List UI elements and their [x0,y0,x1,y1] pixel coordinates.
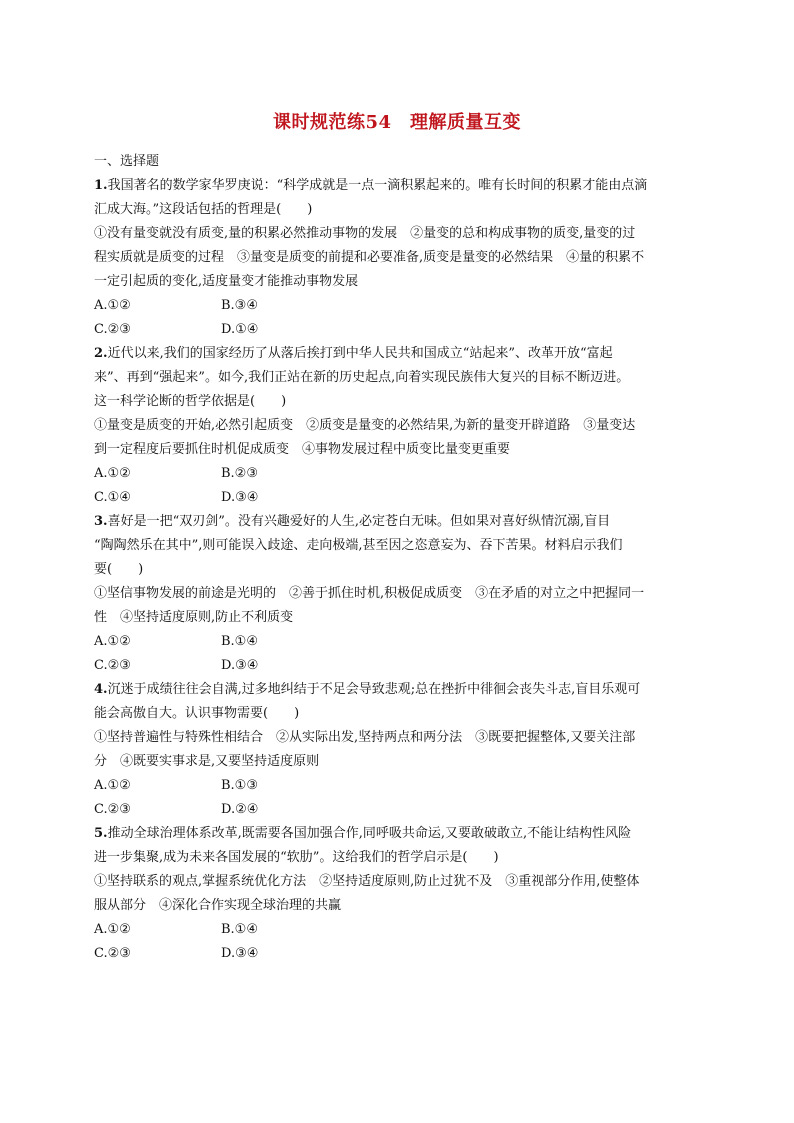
question-list [94,150,704,966]
answer-option[interactable]: C.①④ [94,490,131,505]
answer-options-row [94,798,704,822]
question-stem-line [94,198,704,222]
page-title: 课时规范练54 理解质量互变 [272,112,522,133]
question-stem-text: 要( ) [94,562,144,577]
question-number: 3. [94,514,108,529]
answer-option[interactable]: A.①② [94,634,131,649]
question-stem-text: 进一步集聚,成为未来各国发展的“软肋”。这给我们的哲学启示是( ) [94,850,499,865]
answer-option[interactable]: D.③④ [221,658,259,673]
question-stem-text: 汇成大海。”这段话包括的哲理是( ) [94,202,313,217]
answer-options-row [94,774,704,798]
answer-option[interactable]: C.②③ [94,802,131,817]
question-statement-line: 程实质就是质变的过程 ③量变是质变的前提和必要准备,质变是量变的必然结果 ④量的积累不 [94,250,645,265]
question-number: 4. [94,682,108,697]
answer-option[interactable]: C.②③ [94,322,131,337]
question-statement-line: ①坚持联系的观点,掌握系统优化方法 ②坚持适度原则,防止过犹不及 ③重视部分作用,使整体 [94,874,640,889]
question-stem-text: 我国著名的数学家华罗庚说：“科学成就是一点一滴积累起来的。唯有长时间的积累才能由点滴 [107,178,648,193]
question-number: 2. [94,346,108,361]
answer-options-row [94,942,704,966]
question-statement-line: 性 ④坚持适度原则,防止不利质变 [94,610,294,625]
answer-option[interactable]: A.①② [94,922,131,937]
question-stem-line [94,822,704,846]
question-stem-line [94,174,704,198]
answer-option[interactable]: B.①④ [221,634,258,649]
question-stem-text: 喜好是一把“双刃剑”。没有兴趣爱好的人生,必定苍白无味。但如果对喜好纵情沉溺,盲目 [107,514,611,529]
answer-options-row [94,486,704,510]
question-number: 1. [94,178,108,193]
answer-options-row [94,918,704,942]
answer-options-row [94,318,704,342]
question-3 [94,510,704,678]
answer-option[interactable]: B.③④ [221,298,258,313]
answer-options-row [94,462,704,486]
question-stem-line [94,702,704,726]
answer-option[interactable]: C.②③ [94,658,131,673]
question-1 [94,174,704,342]
question-statement-line: 一定引起质的变化,适度量变才能推动事物发展 [94,274,359,289]
question-statement-line: ①坚信事物发展的前途是光明的 ②善于抓住时机,积极促成质变 ③在矛盾的对立之中把握同一 [94,586,645,601]
answer-option[interactable]: A.①② [94,778,131,793]
answer-options-row [94,630,704,654]
question-stem-line [94,510,704,534]
answer-option[interactable]: C.②③ [94,946,131,961]
section-heading: 一、选择题 [94,154,160,169]
answer-options-row [94,654,704,678]
question-stem-text: 这一科学论断的哲学依据是( ) [94,394,287,409]
question-statement-line: ①量变是质变的开始,必然引起质变 ②质变是量变的必然结果,为新的量变开辟道路 ③量变达 [94,418,636,433]
question-stem-text: 来”、再到“强起来”。如今,我们正站在新的历史起点,向着实现民族伟大复兴的目标不断迈进。 [94,370,630,385]
answer-option[interactable]: D.③④ [221,490,259,505]
question-4 [94,678,704,822]
question-statement-line: ①坚持普遍性与特殊性相结合 ②从实际出发,坚持两点和两分法 ③既要把握整体,又要关注部 [94,730,636,745]
answer-options-row [94,294,704,318]
question-stem-line [94,534,704,558]
question-number: 5. [94,826,108,841]
question-stem-line [94,342,704,366]
question-statement-line: 服从部分 ④深化合作实现全球治理的共赢 [94,898,342,913]
question-stem-line [94,558,704,582]
answer-option[interactable]: B.①④ [221,922,258,937]
answer-option[interactable]: D.①④ [221,322,259,337]
question-stem-line [94,366,704,390]
question-statement-line: 到一定程度后要抓住时机促成质变 ④事物发展过程中质变比量变更重要 [94,442,511,457]
question-stem-line [94,390,704,414]
question-stem-text: 沉迷于成绩往往会自满,过多地纠结于不足会导致悲观;总在挫折中徘徊会丧失斗志,盲目乐观可 [107,682,641,697]
question-stem-text: 能会高傲自大。认识事物需要( ) [94,706,300,721]
answer-option[interactable]: D.③④ [221,946,259,961]
question-stem-line [94,678,704,702]
question-5 [94,822,704,966]
answer-option[interactable]: D.②④ [221,802,259,817]
answer-option[interactable]: B.①③ [221,778,258,793]
question-2 [94,342,704,510]
question-stem-text: 推动全球治理体系改革,既需要各国加强合作,同呼吸共命运,又要敢破敢立,不能让结构性风险 [107,826,632,841]
answer-option[interactable]: A.①② [94,466,131,481]
question-stem-text: “陶陶然乐在其中”,则可能误入歧途、走向极端,甚至因之恣意妄为、吞下苦果。材料启示我们 [94,538,623,553]
answer-option[interactable]: A.①② [94,298,131,313]
question-stem-line [94,846,704,870]
answer-option[interactable]: B.②③ [221,466,258,481]
question-stem-text: 近代以来,我们的国家经历了从落后挨打到中华人民共和国成立“站起来”、改革开放“富起 [107,346,613,361]
question-statement-line: ①没有量变就没有质变,量的积累必然推动事物的发展 ②量变的总和构成事物的质变,量变的过 [94,226,636,241]
question-statement-line: 分 ④既要实事求是,又要坚持适度原则 [94,754,320,769]
